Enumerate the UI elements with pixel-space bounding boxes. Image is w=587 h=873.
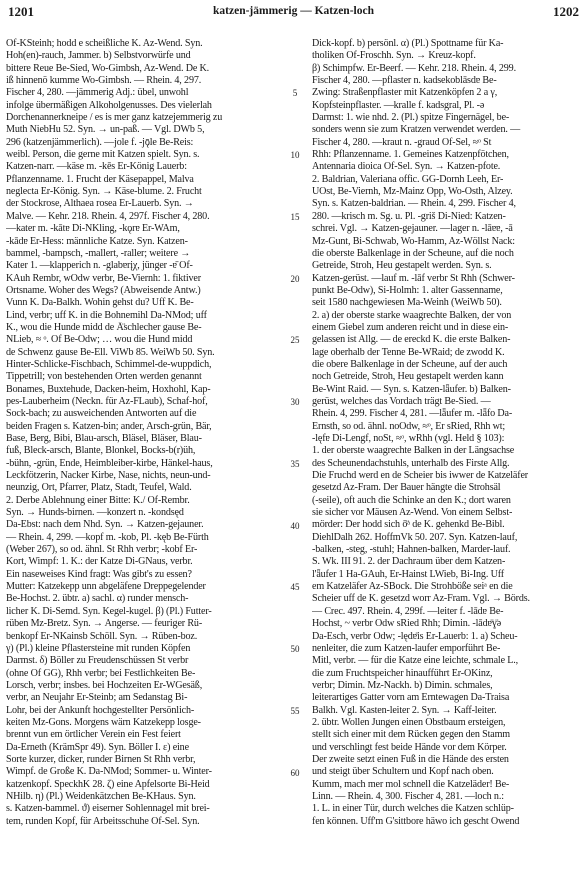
right-column-line: em Katzeläfer Az-SBock. Die Strohböße seiᵃ en die <box>312 581 513 593</box>
left-column-line: KAuh Rembr, wOdw verbr, Be-Viernh: 1. fiktiver <box>6 272 201 284</box>
left-column-line: s. Katzen-bammel. ϑ) eiserner Sohlennagel mit brei- <box>6 803 210 815</box>
left-column-line: neglecta Er-König. Syn. → Käse-blume. 2. Frucht <box>6 186 202 198</box>
right-column-line: 2. a) der oberste starke waagrechte Balken, der von <box>312 309 512 321</box>
left-column-line: 296 (katzenjämmerlich). —jole f. -jǭle Be-Reis: <box>6 136 194 148</box>
right-column-line: Kumm, mach mer mol schnell die Katzeläder! Be- <box>312 778 510 790</box>
left-column <box>6 38 276 828</box>
line-number: 40 <box>290 520 300 531</box>
right-column-line: schrei. Vgl. → Katzen-gejauner. —lager n. -lāɐɐ, -ā <box>312 223 513 235</box>
right-column-line: Scheier uff de K. gesetzd worr Az-Fram. Vgl. → Börds. <box>312 593 530 605</box>
right-column-line: Fischer 4, 280. —kraut n. -graud Of-Sel, ≈ᵒ St <box>312 136 492 148</box>
left-column-line: (Weber 267), so od. ähnl. St Rhh verbr; -kobf Er- <box>6 544 198 556</box>
left-column-line: Katzen-narr. —käse m. -kēs Er-König Lauerb: <box>6 161 187 173</box>
right-column-line: einem Giebel zum anderen reicht und in diese ein- <box>312 321 509 333</box>
right-column-line: 2. übtr. Wollen Jungen einen Obstbaum ersteigen, <box>312 716 506 728</box>
right-column-line: stellt sich einer mit dem Rücken gegen den Stamm <box>312 729 510 741</box>
right-column-line: UOst, Be-Viernh, Mz-Mainz Opp, Wo-Osth, Alzey. <box>312 186 513 198</box>
running-head: katzen-jämmerig — Katzen-loch <box>213 5 374 17</box>
left-column-line: — Rhein. 4, 299. —kopf m. -kob, Pl. -kęb Be-Fürth <box>6 531 209 543</box>
right-column-line: 2. Baldrian, Valeriana offic. GG-Dornh Leeh, Er- <box>312 173 504 185</box>
left-column-line: rüben Mz-Bretz. Syn. → Angerse. — feuriger Rü- <box>6 618 203 630</box>
right-column-line: und verschlingt fest beide Hände vor dem Körper. <box>312 741 507 753</box>
right-column-line: Getreide, Stroh, Heu gestapelt werden. Syn. s. <box>312 260 492 272</box>
left-column-line: —kater m. -kātɐ Di-NKling, -kǫrɐ Er-WAm, <box>6 223 180 235</box>
right-column-line: Syn. s. Katzen-baldrian. — Rhein. 4, 299. Fischer 4, <box>312 198 516 210</box>
left-column-line: licher K. Di-Semd. Syn. Kegel-kugel. β) (Pl.) Futter- <box>6 605 212 617</box>
right-column-line: Kopfsteinpflaster. —kralle f. kadsgral, Pl. -ə <box>312 99 485 111</box>
right-column <box>312 38 582 828</box>
right-column-line: Dick-kopf. b) persönl. α) (Pl.) Spottname für Ka- <box>312 38 504 49</box>
left-column-line: Ein naseweises Kind fragt: Was gibt's zu essen? <box>6 568 192 580</box>
right-column-line: Be-Wint Raid. — Syn. s. Katzen-lǟufer. b) Balken- <box>312 383 511 395</box>
left-column-line: keiten Mz-Gons. Morgens wärn Katzekepp losge- <box>6 716 201 728</box>
left-column-line: -kādɐ Er-Hess: männliche Katze. Syn. Katzen- <box>6 235 188 247</box>
right-column-line: -lęfɐ Di-Lengf, noSt, ≈ᵒ, wRhh (vgl. Held § 103): <box>312 433 505 444</box>
left-column-line: bittere Reue Be-Sied, Wo-Gimbsh, Az-Wend. De K. <box>6 62 210 74</box>
line-number: 10 <box>290 150 300 161</box>
page-number-left: 1201 <box>8 4 34 19</box>
right-column-line: Der zweite setzt einen Fuß in die Hände des ersten <box>312 753 509 765</box>
left-column-line: bammel, -bampsch, -mallert, -raller; weitere → <box>6 247 191 259</box>
right-column-line: und steigt über Schultern und Kopf nach oben. <box>312 766 494 778</box>
left-column-line: benkopf Er-NKainsb Schöll. Syn. → Rüben-boz. <box>6 630 198 642</box>
right-column-line: β) Schimpfw. Er-Beerf. — Kehr. 218. Rhein. 4, 299. <box>312 62 516 74</box>
left-column-line: Da-Erneth (KrämSpr 49). Syn. Böller I. ε) eine <box>6 741 189 753</box>
left-column-line: γ) (Pl.) kleine Pflastersteine mit runden Köpfen <box>6 642 191 654</box>
right-column-line: sie sicher vor Mäusen Az-Wend. Von einem Selbst- <box>312 507 513 519</box>
left-column-line: Wimpf. de Große K. Da-NMod; Sommer- u. Winter- <box>6 766 212 778</box>
right-column-line: Rhein. 4, 299. Fischer 4, 281. —lǟufer m. -lǟfo Da- <box>312 408 513 420</box>
right-column-line: Linn. — Rhein. 4, 300. Fischer 4, 281. —loch n.: <box>312 790 504 802</box>
right-column-line: Zwing: Straßenpflaster mit Katzenköpfen 2 a γ, <box>312 87 498 99</box>
left-column-line: Sock-bach; zu ausweichenden Antworten auf die <box>6 408 197 420</box>
right-column-line: Mitl, verbr. — für die Katze eine leichte, schmale L., <box>312 655 519 667</box>
right-column-line: Katzen-gerüst. —lauf m. -lāf verbr St Rhh (Schwer- <box>312 272 515 284</box>
left-column-line: infolge übermäßigen Alkoholgenusses. Des vielerlah <box>6 99 212 111</box>
left-column-line: Vunn K. Da-Balkh. Wohin gehst du? Uff K. Be- <box>6 297 194 309</box>
left-column-line: brennt vun em örtlicher Verein ein Fest feiert <box>6 729 181 741</box>
left-column-line: neunzig, Ort, Pfarrer, Platz, Stadt, Teufel, Wald. <box>6 482 192 494</box>
right-column-line: 1. L. in einer Tür, durch welches die Katzen schlüp- <box>312 803 514 815</box>
right-column-line: verbr; Dimin. Mz-Nackh. b) Dimin. schmales, <box>312 679 493 691</box>
right-column-line: Ernsth, so od. ähnl. noOdw, ≈ᵒ, Er sRied, Rhh wt; <box>312 420 506 432</box>
line-number: 15 <box>290 211 300 222</box>
left-column-line: Syn. → Hunds-birnen. —konzert n. -kondsęd <box>6 507 184 519</box>
right-column-line: Antennaria dioica Of-Sel. Syn. → Katzen-pfote. <box>312 161 501 173</box>
right-column-line: l'ǟufer 1 Ha-GAuh, Er-Hainst LWieb, Bi-Ing. Uff <box>312 568 504 580</box>
right-column-line: seit 1580 nachgewiesen Ma-Weinh (WeiWb 50). <box>312 297 502 309</box>
left-column-line: Malve. — Kehr. 218. Rhein. 4, 297f. Fischer 4, 280. <box>6 210 210 222</box>
left-column-line: pes-Lauberheim (Neckn. für Az-FLaub), Schaf-hof, <box>6 395 208 407</box>
left-column-line: iß hinnenö kumme Wo-Gimbsh. — Rhein. 4, 297. <box>6 75 202 87</box>
right-column-line: mörder: Der hodd sich ō̈ᵃ de K. gehenkd Be-Bibl. <box>312 519 505 531</box>
left-column-line: weibl. Person, die gerne mit Katzen spielt. Syn. s. <box>6 149 200 161</box>
left-column-line: Fischer 4, 280. —jämmerig Adj.: übel, unwohl <box>6 87 189 99</box>
right-column-line: sonders wenn sie zum Kratzen verwendet werden. — <box>312 124 521 136</box>
left-column-line: katzenkopf. SpeckhK 28. ζ) eine Apfelsorte Bi-Heid <box>6 778 210 790</box>
right-column-line: lage oberhalb der Tenne Be-WRaid; de zwodd K. <box>312 346 505 358</box>
right-column-line: Rhh: Pflanzenname. 1. Gemeines Katzenpfötchen, <box>312 149 509 161</box>
right-column-line: S. Wk. III 91. 2. der Dachraum über dem Katzen- <box>312 556 506 568</box>
right-column-line: fen können. Uff'm G'sittbore häwo ich gescht Owend <box>312 815 520 827</box>
left-column-line: der Stockrose, Althaea rosea Er-Lauerb. Syn. → <box>6 198 194 210</box>
right-column-line: noch Getreide, Stroh, Heu gestapelt werden kann <box>312 371 504 383</box>
page-header <box>8 4 579 22</box>
left-column-line: Lorsch, verbr; insbes. bei Hochzeiten Er-WGesäß, <box>6 679 203 691</box>
left-column-line: Kater 1. —klapperich n. -glabɐrįχ, jünger -ɐ̄ Of- <box>6 260 193 272</box>
right-column-line: -balken, -steg, -stuhl; Hahnen-balken, Marder-lauf. <box>312 544 511 556</box>
left-column-line: Pflanzenname. 1. Frucht der Käsepappel, Malva <box>6 173 194 185</box>
right-column-line: Darmst: 1. wie nhd. 2. (Pl.) spitze Fingernägel, be- <box>312 112 510 124</box>
left-column-line: Hinter-Schlicke-Fischbach, Schimmel-de-wuppdich, <box>6 358 212 370</box>
left-column-line: Lind, verbr; uff K. in die Bohnemihl Da-NMod; uff <box>6 309 207 321</box>
right-column-line: die oberste Balkenlage in der Scheune, auf die noch <box>312 247 514 259</box>
left-column-line: beiden Fragen s. Katzen-bin; ander, Arsch-grün, Bär, <box>6 420 212 432</box>
right-column-line: Da-Esch, verbr Odw; -lędɐ̈is Er-Lauerb: 1. a) Scheu- <box>312 630 518 642</box>
left-column-line: 2. Derbe Ablehnung einer Bitte: K./ Of-Rembr. <box>6 494 190 506</box>
right-column-line: punkt Be-Odw), Si-Holmh: 1. alter Gassenname, <box>312 284 503 296</box>
right-column-line: Mz-Gunt, Bi-Schwab, Wo-Hamm, Az-Wöllst Nack: <box>312 235 515 247</box>
right-column-line: die obere Balkenlage in der Scheune, auf der auch <box>312 358 508 370</box>
left-column-line: Tippetrill; von bestehenden Orten werden genannt <box>6 371 202 383</box>
right-column-line: gesetzd Az-Fram. Der Bauer hängte die Strohsäl <box>312 482 501 494</box>
left-column-line: Mutter: Katzekepp unn abgeläfene Dreppegelender <box>6 581 206 593</box>
right-column-line: Fischer 4, 280. —pflaster n. kadsekoblāsdɐ Be- <box>312 75 497 87</box>
left-column-line: verbr, an Neujahr Er-Steinb; am Sedanstag Bi- <box>6 692 188 704</box>
left-column-line: Of-KSteinh; hodd e scheißliche K. Az-Wend. Syn. <box>6 38 203 49</box>
left-column-line: de Schwenz gause Be-Ell. ViWb 85. WeiWb 50. Syn. <box>6 346 215 358</box>
left-column-line: (ohne Of GG), Rhh verbr; bei Festlichkeiten Be- <box>6 667 196 679</box>
line-number: 45 <box>290 582 300 593</box>
right-column-line: des Scheunendachstuhls, unterhalb des Firste Allg. <box>312 457 510 469</box>
left-column-line: -bühn, -grün, Ende, Heimbleiber-kirbe, Hänkel-haus, <box>6 457 213 469</box>
left-column-line: Da-Ebst: nach dem Nhd. Syn. → Katzen-gejauner. <box>6 519 204 531</box>
left-column-line: Bonames, Buxtehude, Dacken-heim, Hoxhohl, Kap- <box>6 383 211 395</box>
right-column-line: Balkh. Vgl. Kasten-leiter 2. Syn. → Kaff-leiter. <box>312 704 497 716</box>
left-column-line: Hoh(en)-rauch, Jammer. b) Selbstvorwürfe und <box>6 50 191 62</box>
left-column-line: Kort, Wimpf: 1. K.: der Katze Di-GNaus, verbr. <box>6 556 193 568</box>
left-column-line: Lohr, bei der Ankunft hochgestellter Persönlich- <box>6 704 195 716</box>
right-column-line: die zum Fruchtspeicher hinaufführt Er-OKinz, <box>312 667 493 679</box>
line-number: 5 <box>292 88 298 99</box>
right-column-line: 280. —krisch m. Sg. u. Pl. -griš Di-Nied: Katzen- <box>312 210 506 222</box>
left-column-line: Base, Berg, Bibi, Blau-arsch, Bläsel, Bläser, Blau- <box>6 433 202 444</box>
right-column-line: gerüst, welches das Vordach trägt Be-Sied. — <box>312 395 491 407</box>
left-column-line: Ortsname. Woher des Wegs? (Abweisende Antw.) <box>6 284 201 296</box>
left-column-line: Leckfötzerin, Nacker Kirbe, Nase, nichts, neun-und- <box>6 470 211 482</box>
line-number: 35 <box>290 458 300 469</box>
line-number: 60 <box>290 767 300 778</box>
right-column-line: gelassen ist Allg. — de ereckd K. die erste Balken- <box>312 334 511 346</box>
left-column-line: tem, runden Kopf, für Arbeitsschuhe Of-Sel. Syn. <box>6 815 200 827</box>
left-column-line: fuß, Bleck-arsch, Blante, Blonkel, Bocks-b(r)üh, <box>6 445 196 457</box>
left-column-line: Muth NiebHu 52. Syn. → un-paß. — Vgl. DWb 5, <box>6 124 205 136</box>
left-column-line: Darmst. δ) Böller zu Freudenschüssen St verbr <box>6 655 189 667</box>
line-number: 30 <box>290 397 300 408</box>
right-column-line: tholiken Of-Froschh. Syn. → Kreuz-kopf. <box>312 50 476 62</box>
left-column-line: K., wou die Hunde midd de Ä̈schlecher gause Be- <box>6 321 202 333</box>
left-column-line: Dorchenannerkneipe / es is mer ganz katzejemmerig zu <box>6 112 223 124</box>
line-number: 50 <box>290 644 300 655</box>
left-column-line: NLieb, ≈ ᵒ. Of Be-Odw; … wou die Hund midd <box>6 334 193 346</box>
right-column-line: Hochst, ~ verbr Odw sRied Rhh; Dimin. -lādɐ̈ɣ̈ə <box>312 618 502 630</box>
left-column-line: NHilb. η) (Pl.) Weidenkätzchen Be-KHaus. Syn. <box>6 790 196 802</box>
line-number: 20 <box>290 273 300 284</box>
line-number: 55 <box>290 705 300 716</box>
right-column-line: (-seile), oft auch die Schinke an den K.; dort waren <box>312 494 511 506</box>
right-column-line: 1. der oberste waagrechte Balken in der Längsachse <box>312 445 515 457</box>
right-column-line: nenleiter, die zum Katzen-laufer emporführt Be- <box>312 642 501 654</box>
left-column-line: Be-Hochst. 2. übtr. a) sachl. α) runder mensch- <box>6 593 189 605</box>
page-number-right: 1202 <box>553 4 579 19</box>
right-column-line: Die Fruchd werd en de Scheier bis iwwer de Katzeläfer <box>312 470 528 482</box>
left-column-line: Sorte kurzer, dicker, runder Birnen St Rhh verbr, <box>6 753 196 765</box>
line-number: 25 <box>290 335 300 346</box>
right-column-line: leiterartiges Gatter vorn am Erntewagen Da-Traisa <box>312 692 510 704</box>
right-column-line: DiehlDalh 262. HoffmVk 50. 207. Syn. Katzen-lauf, <box>312 531 518 543</box>
right-column-line: — Crec. 497. Rhein. 4, 299f. —leiter f. -lādɐ Be- <box>312 605 504 617</box>
